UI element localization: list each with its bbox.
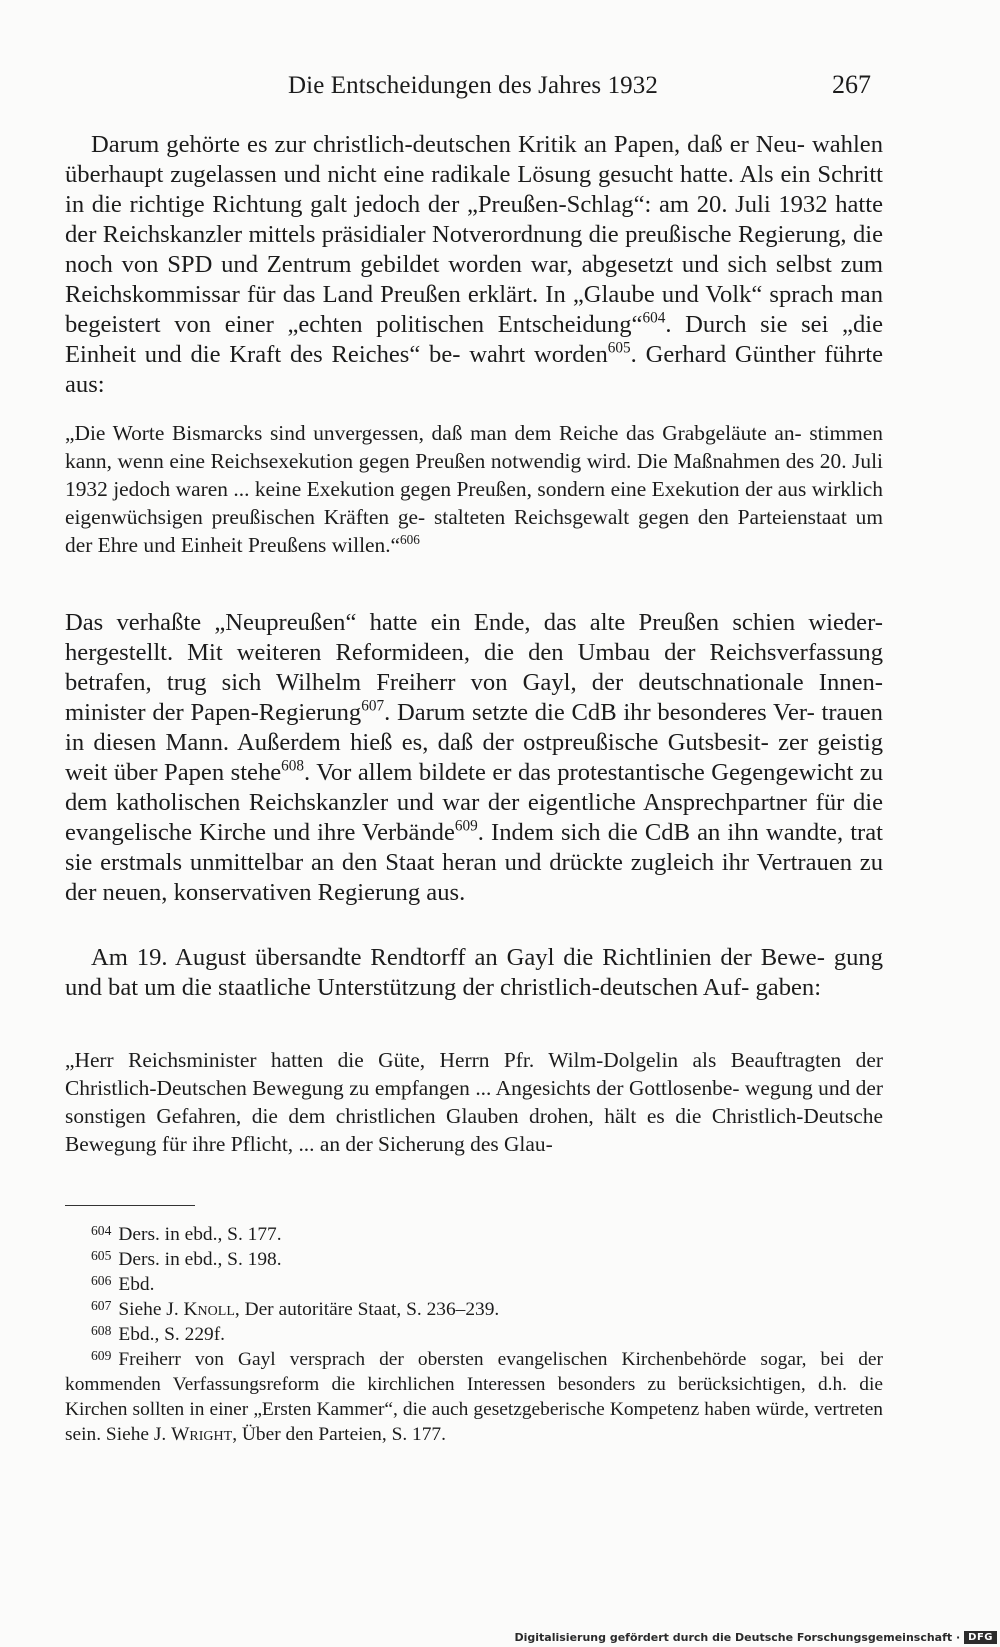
author-name: Wright [171,1423,233,1445]
text-line: Ansprechpartner für die evangelische Kirche und ihre Verbände [65,789,883,846]
text-line: . Indem [477,819,554,846]
footnote-number: 605 [91,1248,112,1263]
footnote-609 [65,1343,883,1447]
text-line: preußische Regierung, die noch von SPD und Zentrum gebildet worden war, [65,221,883,278]
footnote-ref-604[interactable]: 604 [642,309,666,327]
footnote-line: Freiherr von Gayl versprach der obersten evangelischen Kirchenbehörde sogar, bei der [118,1348,883,1370]
block-quote-1 [65,419,883,559]
text-line: Am 19. August übersandte Rendtorff an Gayl die Richtlinien der Bewe- [91,944,825,971]
footnote-text: Ders. in ebd., S. 198. [118,1248,282,1270]
quote-line: „Herr Reichsminister hatten die Güte, Herrn Pfr. Wilm-Dolgelin als Beauftragten [65,1048,842,1072]
paragraph-3 [65,943,883,1003]
footnote-text: Siehe J. [118,1298,184,1320]
quote-line: stimmen kann, wenn eine Reichsexekution gegen Preußen notwendig wird. Die [65,421,883,473]
running-header-title: Die Entscheidungen des Jahres 1932 [288,72,658,99]
text-line: zer geistig weit über Papen stehe [65,729,883,786]
text-line: sich die CdB an ihn wandte, trat sie erstmals unmittelbar an den Staat heran [65,819,883,876]
footnote-text: Ebd. [118,1273,155,1295]
author-name: Knoll [183,1298,235,1320]
footnote-ref-606[interactable]: 606 [400,531,420,547]
footnote-ref-605[interactable]: 605 [607,339,631,357]
text-line: Als ein Schritt in die richtige Richtung galt jedoch der „Preußen-Schlag“: am [65,161,883,218]
quote-line: willen.“ [331,533,401,557]
paragraph-1 [65,130,883,400]
footnote-separator [65,1205,195,1206]
text-line: gaben: [755,974,822,1001]
text-line: hergestellt. Mit weiteren Reformideen, die den Umbau der Reichsverfassung [65,639,883,666]
paragraph-2 [65,608,883,908]
text-line: und drückte zugleich ihr Vertrauen zu der neuen, konservativen Regierung [65,849,884,906]
text-line: . Darum setzte die CdB ihr besonderes Ver- [384,699,815,726]
footnote-text: , Der autoritäre Staat, S. 236–239. [234,1298,500,1320]
text-line: gung und bat um die staatliche Unterstützung der christlich-deutschen Auf- [65,944,883,1001]
footnote-line: die Kirchen sollten in einer „Ersten Kammer“, die auch gesetzgeberische Kompetenz haben [65,1373,883,1420]
text-line: betrafen, trug sich Wilhelm Freiherr von Gayl, der deutschnationale Innen- [65,669,883,696]
funding-credit: Digitalisierung gefördert durch die Deutsche Forschungsgemeinschaft · [514,1630,961,1644]
footnote-text: Ders. in ebd., S. 177. [118,1223,282,1245]
footnote-line: würde, vertreten sein. Siehe J. [65,1398,883,1445]
text-line: wahlen überhaupt zugelassen und nicht eine radikale Lösung gesucht hatte. [65,131,883,188]
text-line: . Durch sie sei „die Einheit und die Kraft des Reiches“ be- [65,311,883,368]
quote-line: der Christlich-Deutschen Bewegung zu empfangen ... Angesichts der Gottlosenbe- [65,1048,883,1100]
text-line: aus. [426,879,466,906]
quote-line: „Die Worte Bismarcks sind unvergessen, daß man dem Reiche das Grabgeläute an- [65,421,802,445]
text-line: wahrt worden [469,341,608,368]
text-line: Gegengewicht zu dem katholischen Reichskanzler und war der eigentliche [65,759,883,816]
digitization-footer [514,1627,1000,1647]
text-line: trauen in diesen Mann. Außerdem hieß es, daß der ostpreußische Gutsbesit- [65,699,883,756]
text-line: Darum gehörte es zur christlich-deutschen Kritik an Papen, daß er Neu- [91,131,805,158]
text-line: In „Glaube und Volk“ sprach man begeistert von einer „echten politischen [65,281,883,338]
text-line: . Vor allem bildete er das protestantische [304,759,705,786]
footnote-ref-607[interactable]: 607 [361,697,385,715]
text-line: Das verhaßte „Neupreußen“ hatte ein Ende, das alte Preußen schien wieder- [65,609,883,636]
text-line: . Gerhard Günther führte aus: [65,341,883,398]
text-line: Entscheidung“ [497,311,643,338]
footnote-number: 609 [91,1348,112,1363]
footnote-number: 604 [91,1223,112,1238]
footnote-ref-608[interactable]: 608 [281,757,305,775]
page-number: 267 [832,70,871,99]
text-line: minister der Papen-Regierung [65,699,362,726]
block-quote-2 [65,1046,883,1158]
text-line: 20. Juli 1932 hatte der Reichskanzler mittels präsidialer Notverordnung die [65,191,883,248]
footnote-text: Ebd., S. 229f. [118,1323,226,1345]
text-line: abgesetzt und sich selbst zum Reichskommissar für das Land Preußen erklärt. [65,251,883,308]
dfg-logo: DFG [964,1631,997,1644]
quote-line: stalteten Reichsgewalt gegen den Parteienstaat um der Ehre und Einheit Preußens [65,505,883,557]
quote-line: wegung und der sonstigen Gefahren, die dem christlichen Glauben drohen, hält es [65,1076,883,1128]
footnote-ref-609[interactable]: 609 [454,817,478,835]
footnote-line: kommenden Verfassungsreform die kirchlichen Interessen besonders zu berücksichtigen, d.h. [65,1373,848,1395]
footnote-number: 608 [91,1323,112,1338]
footnote-line: , Über den Parteien, S. 177. [232,1423,446,1445]
quote-line: sondern eine Exekution der aus wirklich eigenwüchsigen preußischen Kräften ge- [65,477,883,529]
quote-line: Maßnahmen des 20. Juli 1932 jedoch waren ... keine Exekution gegen Preußen, [65,449,883,501]
footnote-number: 607 [91,1298,112,1313]
quote-line: die Christlich-Deutsche Bewegung für ihre Pflicht, ... an der Sicherung des Glau- [65,1104,883,1156]
footnote-number: 606 [91,1273,112,1288]
